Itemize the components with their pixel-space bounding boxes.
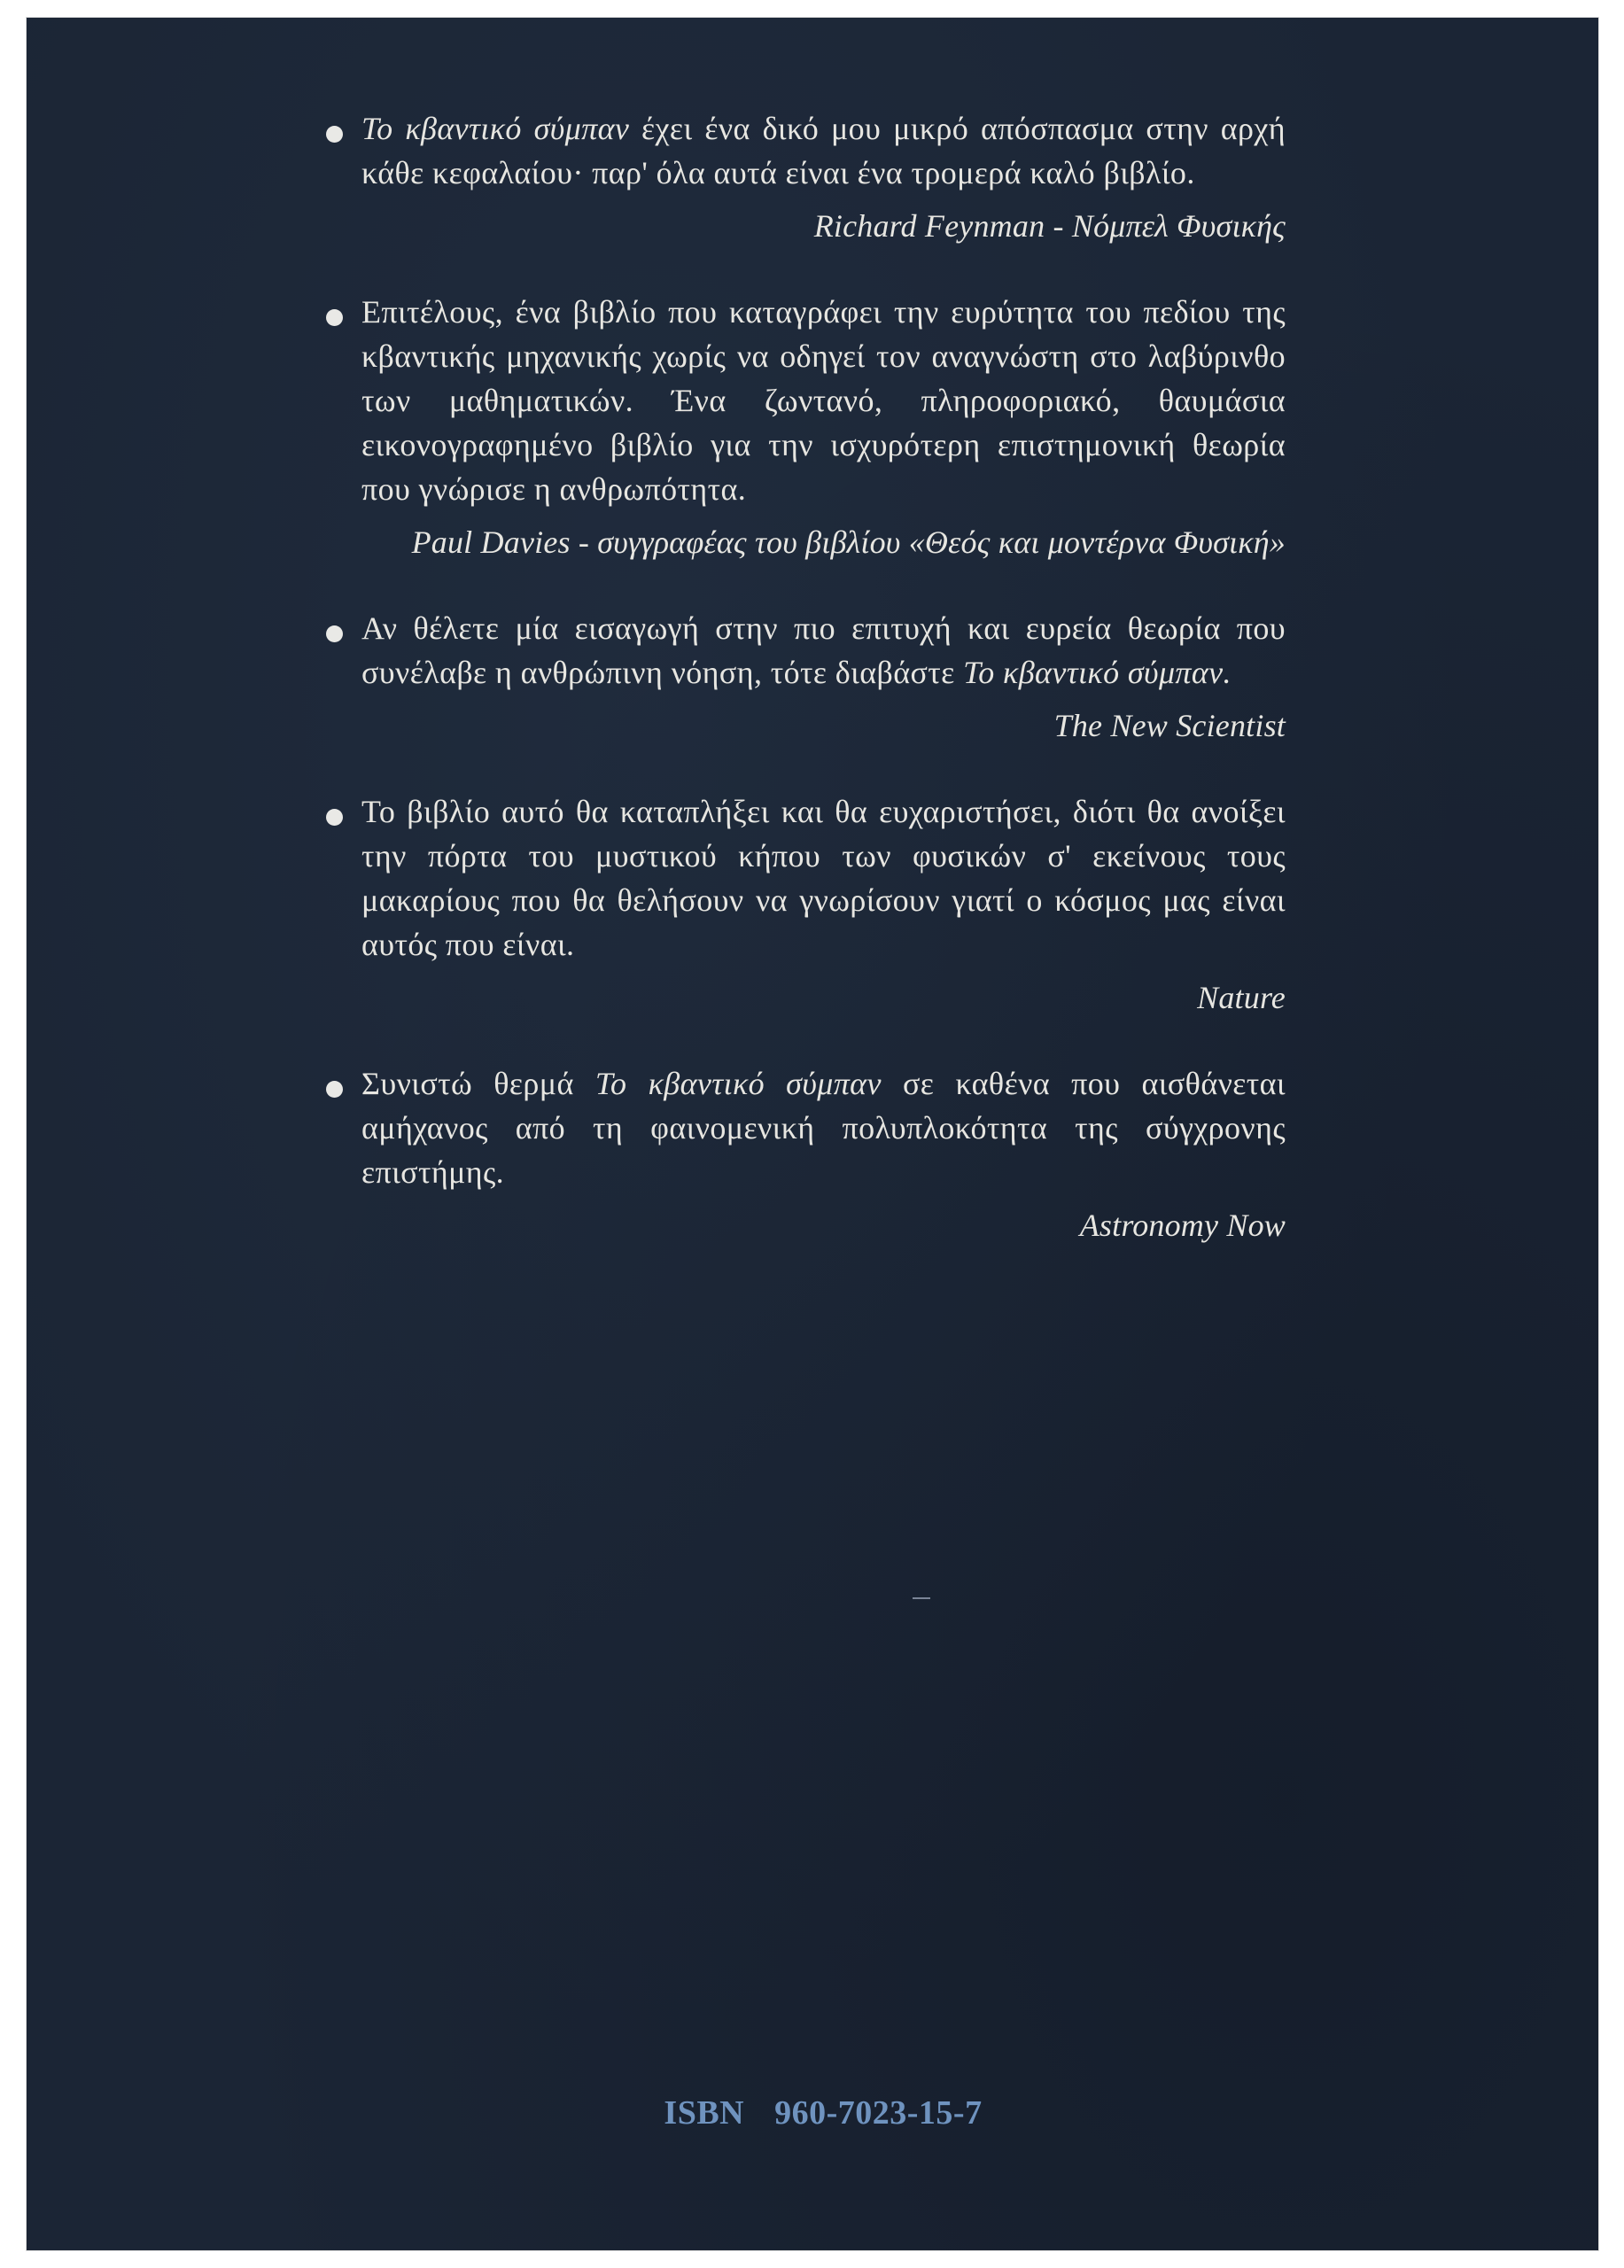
bullet-icon — [326, 809, 343, 826]
quote-feynman — [361, 106, 1286, 248]
decorative-speck — [913, 1597, 930, 1599]
isbn-label: ISBN — [664, 2094, 745, 2132]
quote-body: έχει ένα δικό μου μικρό απόσπασμα στην αρχή κάθε κεφαλαίου· παρ' όλα αυτά είναι ένα τρομερά καλό βιβλίο. — [361, 111, 1286, 190]
quote-body: Επιτέλους, ένα βιβλίο που καταγράφει την ευρύτητα του πεδίου της κβαντικής μηχανικής χωρίς να οδηγεί τον αναγνώστη στο λαβύρινθο των μαθηματικών. Ένα ζωντανό, πληροφοριακό, θαυμάσια εικονογραφημένο βιβλίο για την ισχυρότερη επιστημονική θεωρία που γνώρισε η ανθρωπότητα. — [361, 294, 1286, 507]
book-title: Το κβαντικό σύμπαν — [594, 1066, 882, 1101]
isbn — [27, 2093, 1598, 2132]
quote-attribution: The New Scientist — [1053, 708, 1286, 743]
quote-attribution: Nature — [1197, 980, 1286, 1015]
isbn-number: 960-7023-15-7 — [774, 2094, 983, 2132]
back-cover — [27, 18, 1598, 2250]
book-title: Το κβαντικό σύμπαν — [361, 111, 630, 146]
quote-list — [361, 106, 1286, 1289]
quote-text — [361, 606, 1286, 695]
quote-text — [361, 290, 1286, 511]
quote-astronomy-now — [361, 1061, 1286, 1247]
book-title: Το κβαντικό σύμπαν. — [963, 655, 1232, 690]
bullet-icon — [326, 309, 343, 326]
quote-attribution: Richard Feynman - Νόμπελ Φυσικής — [813, 208, 1286, 244]
quote-body: σε καθένα που αισθάνεται αμήχανος από τη φαινομενική πολυπλοκότητα της σύγχρονης επιστήμης. — [361, 1066, 1286, 1190]
quote-attribution: Paul Davies - συγγραφέας του βιβλίου «Θεός και μοντέρνα Φυσική» — [411, 524, 1286, 560]
quote-body: Συνιστώ θερμά — [361, 1066, 595, 1101]
quote-text — [361, 789, 1286, 967]
quote-davies — [361, 290, 1286, 564]
quote-text — [361, 106, 1286, 195]
bullet-icon — [326, 625, 343, 642]
quote-new-scientist — [361, 606, 1286, 748]
quote-text — [361, 1061, 1286, 1194]
quote-nature — [361, 789, 1286, 1020]
quote-attribution: Astronomy Now — [1079, 1208, 1286, 1243]
bullet-icon — [326, 126, 343, 143]
quote-body: Αν θέλετε μία εισαγωγή στην πιο επιτυχή και ευρεία θεωρία που συνέλαβε η ανθρώπινη νόηση, τότε διαβάστε — [361, 610, 1286, 690]
bullet-icon — [326, 1081, 343, 1098]
quote-body: Το βιβλίο αυτό θα καταπλήξει και θα ευχαριστήσει, διότι θα ανοίξει την πόρτα του μυστικού κήπου των φυσικών σ' εκείνους τους μακαρίους που θα θελήσουν να γνωρίσουν γιατί ο κόσμος μας είναι αυτός που είναι. — [361, 794, 1286, 962]
